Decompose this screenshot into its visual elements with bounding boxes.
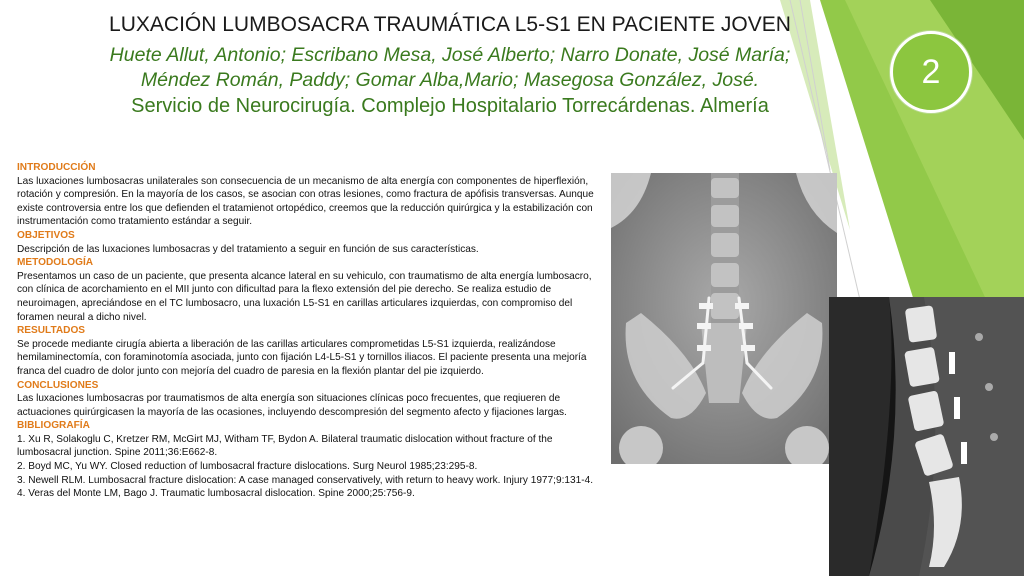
- intro-heading: INTRODUCCIÓN: [17, 162, 96, 173]
- ct-image: [829, 297, 1024, 576]
- results-text: Se procede mediante cirugía abierta a liberación de las carillas articulares comprometidas L5-S1 izquierda, realizándose hemilaminectomía, con foraminotomía asociada, junto con fijación L4-L5-S1 y tornillos iliacos. El paciente presenta una mejoría franca del cuadro de dolor junto con mejoría del cuadro de paresia en la flexión plantar del pie izquierdo.: [17, 338, 587, 377]
- authors-line-2: Méndez Román, Paddy; Gomar Alba,Mario; Masegosa González, José.: [140, 68, 760, 91]
- conclusions-heading: CONCLUSIONES: [17, 379, 99, 391]
- reference-item: 2. Boyd MC, Yu WY. Closed reduction of lumbosacral fracture dislocations. Surg Neurol 1985;23:295-8.: [17, 461, 478, 473]
- authors: [55, 43, 845, 92]
- intro-text: Las luxaciones lumbosacras unilaterales son consecuencia de un mecanismo de alta energía con componentes de hiperflexión, rotación y compresión. En la mayoría de los casos, se asocian con otras lesiones, como fractura de apófisis transversas. Aunque existe controversia entre los que defienden el tratamienot ortopédico, creemos que la reducción quirúrgica y la estabilización con instrumentación como tratamiento estándar a seguir.: [17, 175, 594, 228]
- body-text: [17, 161, 602, 501]
- xray-image: [611, 173, 837, 464]
- conclusions-text: Las luxaciones lumbosacras por traumatismos de alta energía son situaciones clínicas poco frecuentes, que reqiueren de actuaciones quirúrgicasen la mayoría de las ocasiones, incluyendo descompresión del segmento afecto y fijaciones largas.: [17, 393, 567, 418]
- objectives-heading: OBJETIVOS: [17, 229, 75, 241]
- slide-title: LUXACIÓN LUMBOSACRA TRAUMÁTICA L5-S1 EN PACIENTE JOVEN: [109, 13, 791, 36]
- reference-item: 4. Veras del Monte LM, Bago J. Traumatic lumbosacral dislocation. Spine 2000;25:756-9.: [17, 488, 415, 500]
- slide-number-badge: 2: [890, 31, 972, 113]
- service-affiliation: Servicio de Neurocirugía. Complejo Hospitalario Torrecárdenas. Almería: [131, 95, 769, 117]
- objectives-text: Descripción de las luxaciones lumbosacras y del tratamiento a seguir en función de sus características.: [17, 243, 479, 255]
- reference-item: 3. Newell RLM. Lumbosacral fracture dislocation: A case managed conservatively, with return to heavy work. Injury 1977;9:131-4.: [17, 474, 594, 486]
- results-heading: RESULTADOS: [17, 325, 86, 337]
- bibliography-heading: BIBLIOGRAFÍA: [17, 420, 90, 432]
- authors-line-1: Huete Allut, Antonio; Escribano Mesa, José Alberto; Narro Donate, José María;: [109, 44, 791, 66]
- method-text: Presentamos un caso de un paciente, que presenta alcance lateral en su vehiculo, con traumatismo de alta energía lumbosacro, con clínica de acorchamiento en el MII junto con dificultad para la flexo extensión del pie derecho. Se realiza estudio de neuroimagen, apreciándose en el TC lumbosacro, una luxación L5-S1 en carillas articulares izquierdas, con compromiso del foramen neural a dicho nivel.: [17, 270, 592, 323]
- reference-item: 1. Xu R, Solakoglu C, Kretzer RM, McGirt MJ, Witham TF, Bydon A. Bilateral traumatic dislocation without fracture of the lumbosacral junction. Spine 2011;36:E662-8.: [17, 433, 553, 459]
- method-heading: METODOLOGÍA: [17, 257, 94, 269]
